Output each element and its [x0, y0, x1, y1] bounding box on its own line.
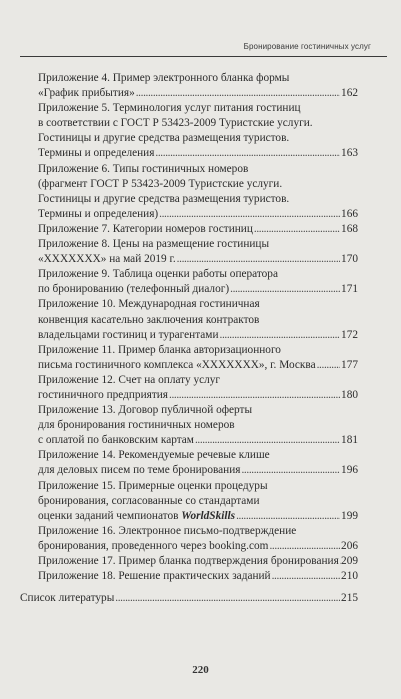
toc-entry-title [38, 328, 219, 343]
toc-entry-line: Приложение 15. Примерные оценки процедуры [38, 479, 268, 492]
toc-entry-text: Термины и определения [38, 147, 155, 160]
toc-entry-title [38, 86, 135, 101]
toc-page-number: 162 [341, 87, 358, 100]
toc-entry-last-line [38, 358, 358, 373]
toc-entry-text: «График прибытия» [38, 87, 135, 100]
toc-entry [38, 569, 358, 584]
toc-entry-title [38, 282, 229, 297]
toc-page-number: 171 [341, 283, 358, 296]
toc-entry-line: Гостиницы и другие средства размещения туристов. [38, 192, 290, 205]
toc-entry [38, 71, 358, 101]
toc-entry-last-line [38, 282, 358, 297]
toc-entry-last-line [38, 554, 358, 569]
table-of-contents [0, 71, 401, 606]
toc-entry-title [38, 509, 235, 524]
toc-entry-italic-text: WorldSkills [181, 509, 236, 522]
toc-entry-line: (фрагмент ГОСТ Р 53423-2009 Туристские услуги. [38, 177, 283, 190]
toc-entry [38, 343, 358, 373]
toc-page-number: 196 [341, 464, 358, 477]
toc-entry-title [38, 207, 158, 222]
toc-page-number: 168 [341, 222, 358, 235]
toc-entry-title [38, 222, 253, 237]
toc-page-number: 181 [341, 434, 358, 447]
running-head: Бронирование гостиничных услуг [243, 42, 371, 51]
toc-entry-text: Термины и определения) [38, 207, 159, 220]
toc-entry-last-line [38, 463, 358, 478]
toc-entry-last-line [38, 146, 358, 161]
toc-entry-title [38, 252, 176, 267]
toc-page-number: 210 [341, 570, 358, 583]
toc-entry-text: Приложение 18. Решение практических заданий [38, 570, 271, 583]
toc-page-number: 180 [341, 388, 358, 401]
toc-entry-text: владельцами гостиниц и турагентами [38, 328, 219, 341]
toc-entry-text: «XXXXXXX» на май 2019 г. [38, 253, 176, 266]
toc-entry-line: Приложение 8. Цены на размещение гостиницы [38, 238, 270, 251]
header-rule [20, 56, 387, 57]
toc-leader-dots [177, 252, 340, 267]
toc-entry-line: Приложение 12. Счет на оплату услуг [38, 373, 221, 386]
toc-entry-line: Приложение 10. Международная гостиничная [38, 298, 260, 311]
toc-entry [38, 101, 358, 161]
toc-leader-dots [317, 358, 340, 373]
toc-entry-title [38, 388, 168, 403]
toc-entry [38, 524, 358, 554]
toc-entry-line: Приложение 11. Пример бланка авторизационного [38, 343, 281, 356]
toc-entry-title [38, 433, 194, 448]
toc-entry-last-line [38, 569, 358, 584]
toc-leader-dots [241, 463, 340, 478]
toc-entry-text: с оплатой по банковским картам [38, 434, 194, 447]
toc-entry [38, 554, 358, 569]
toc-entry-line: для бронирования гостиничных номеров [38, 419, 235, 432]
toc-page-number: 163 [341, 147, 358, 160]
toc-leader-dots [272, 569, 340, 584]
toc-entry-last-line [38, 207, 358, 222]
toc-leader-dots [136, 86, 340, 101]
toc-entry-title [20, 591, 114, 606]
toc-entry [38, 373, 358, 403]
toc-entry-line: Приложение 6. Типы гостиничных номеров [38, 162, 249, 175]
toc-entry-line: Приложение 13. Договор публичной оферты [38, 404, 253, 417]
toc-leader-dots [155, 146, 340, 161]
toc-page-number: 166 [341, 207, 358, 220]
toc-entry-last-line [38, 509, 358, 524]
toc-leader-dots [220, 328, 341, 343]
toc-entry [38, 222, 358, 237]
toc-leader-dots [159, 207, 340, 222]
toc-page-number: 206 [341, 539, 358, 552]
toc-entry [38, 237, 358, 267]
toc-entry [38, 479, 358, 524]
toc-entry-text: бронирования, проведенного через booking.com [38, 539, 269, 552]
toc-entry-text: гостиничного предприятия [38, 388, 168, 401]
toc-entry-last-line [38, 539, 358, 554]
toc-entry-title [38, 358, 316, 373]
toc-page-number: 177 [341, 358, 358, 371]
toc-entry-text: по бронированию (телефонный диалог) [38, 283, 230, 296]
toc-page-number: 170 [341, 253, 358, 266]
toc-entry-line: Приложение 16. Электронное письмо-подтверждение [38, 524, 297, 537]
toc-leader-dots [254, 222, 340, 237]
toc-entry-last-line [38, 222, 358, 237]
toc-leader-dots [115, 591, 340, 606]
toc-leader-dots [195, 433, 340, 448]
toc-entry [20, 591, 358, 606]
toc-entry-line: Приложение 5. Терминология услуг питания гостиниц [38, 102, 301, 115]
toc-entry-line: в соответствии с ГОСТ Р 53423-2009 Туристские услуги. [38, 117, 313, 130]
toc-entry [38, 403, 358, 448]
toc-entry [38, 448, 358, 478]
toc-leader-dots [269, 539, 340, 554]
toc-entry-text: Приложение 17. Пример бланка подтверждения бронирования [38, 555, 339, 567]
toc-entry-line: Приложение 14. Рекомендуемые речевые клише [38, 449, 270, 462]
toc-page-number: 199 [341, 509, 358, 522]
toc-entry-last-line [38, 388, 358, 403]
toc-entry-line: Приложение 9. Таблица оценки работы оператора [38, 268, 278, 281]
toc-leader-dots [169, 388, 340, 403]
toc-leader-dots [230, 282, 340, 297]
toc-entry-text: для деловых писем по теме бронирования [38, 464, 241, 477]
toc-entry-text: Список литературы [20, 592, 115, 605]
toc-entry-text: оценки заданий чемпионатов [38, 509, 182, 522]
toc-page-number: 172 [341, 328, 358, 341]
toc-entry-line: Приложение 4. Пример электронного бланка формы [38, 72, 290, 84]
toc-entry-title [38, 539, 268, 554]
toc-entry [38, 162, 358, 222]
toc-entry-line: Гостиницы и другие средства размещения туристов. [38, 132, 290, 145]
toc-page-number: 209 [341, 555, 358, 567]
toc-entry-text: письма гостиничного комплекса «XXXXXXX», г. Москва [38, 358, 316, 371]
toc-entry-line: конвенция касательно заключения контрактов [38, 313, 260, 326]
toc-entry [38, 267, 358, 297]
toc-entry-line: бронирования, согласованные со стандартами [38, 494, 260, 507]
toc-entry-last-line [38, 252, 358, 267]
toc-entry-last-line [20, 591, 358, 606]
toc-entry-last-line [38, 328, 358, 343]
toc-entry-title [38, 569, 271, 584]
toc-leader-dots [236, 509, 340, 524]
toc-entry-text: Приложение 7. Категории номеров гостиниц [38, 222, 253, 235]
toc-entry [38, 297, 358, 342]
toc-entry-title [38, 554, 339, 569]
toc-entry-last-line [38, 433, 358, 448]
toc-entry-last-line [38, 86, 358, 101]
page-number: 220 [192, 664, 209, 676]
toc-entry-title [38, 146, 154, 161]
toc-page-number: 215 [341, 592, 358, 605]
toc-entry-title [38, 463, 240, 478]
